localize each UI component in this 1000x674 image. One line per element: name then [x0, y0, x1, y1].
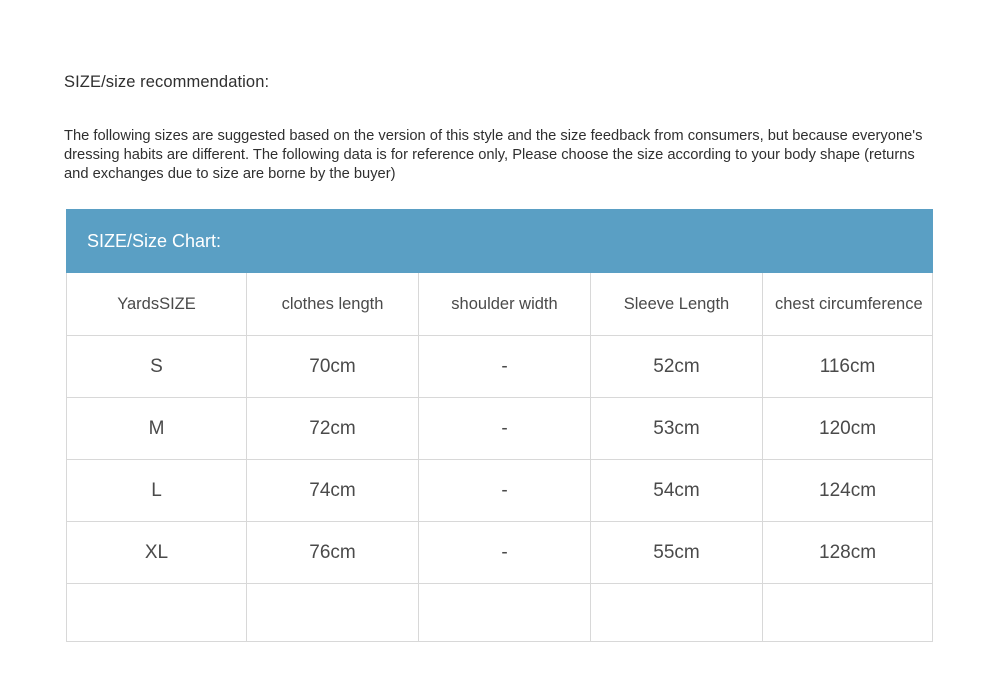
cell-clothes-length: 76cm	[247, 522, 419, 584]
cell-sleeve-length	[591, 584, 763, 642]
cell-shoulder-width: -	[419, 460, 591, 522]
column-header-clothes-length: clothes length	[247, 273, 419, 336]
size-table	[66, 209, 933, 642]
cell-chest-circumference: 128cm	[763, 522, 933, 584]
cell-size: L	[67, 460, 247, 522]
cell-chest-circumference: 116cm	[763, 336, 933, 398]
cell-clothes-length: 70cm	[247, 336, 419, 398]
cell-shoulder-width: -	[419, 336, 591, 398]
column-header-sleeve-length: Sleeve Length	[591, 273, 763, 336]
cell-chest-circumference	[763, 584, 933, 642]
cell-shoulder-width	[419, 584, 591, 642]
column-header-yards-size: YardsSIZE	[67, 273, 247, 336]
cell-chest-circumference: 124cm	[763, 460, 933, 522]
intro-paragraph	[64, 127, 934, 184]
size-table-container	[66, 209, 932, 642]
cell-sleeve-length: 55cm	[591, 522, 763, 584]
intro-text: The following sizes are suggested based on the version of this style and the size feedback from consumers, but because everyone's dressing habits are different. The following data is for reference only, Please choose the size according to your body shape (returns and exchanges due to size are borne by the buyer)	[64, 128, 923, 182]
cell-sleeve-length: 52cm	[591, 336, 763, 398]
table-title-row	[67, 210, 933, 273]
cell-shoulder-width: -	[419, 522, 591, 584]
cell-sleeve-length: 53cm	[591, 398, 763, 460]
table-header-row	[67, 273, 933, 336]
cell-size: M	[67, 398, 247, 460]
cell-sleeve-length: 54cm	[591, 460, 763, 522]
size-chart-title: SIZE/Size Chart:	[67, 210, 933, 273]
cell-clothes-length: 74cm	[247, 460, 419, 522]
table-row	[67, 522, 933, 584]
cell-size: S	[67, 336, 247, 398]
cell-chest-circumference: 120cm	[763, 398, 933, 460]
table-row	[67, 336, 933, 398]
table-row	[67, 584, 933, 642]
table-row	[67, 460, 933, 522]
cell-shoulder-width: -	[419, 398, 591, 460]
cell-clothes-length: 72cm	[247, 398, 419, 460]
table-row	[67, 398, 933, 460]
cell-clothes-length	[247, 584, 419, 642]
column-header-shoulder-width: shoulder width	[419, 273, 591, 336]
cell-size	[67, 584, 247, 642]
cell-size: XL	[67, 522, 247, 584]
column-header-chest-circumference: chest circumference	[763, 273, 933, 336]
page-title: SIZE/size recommendation:	[64, 73, 270, 91]
